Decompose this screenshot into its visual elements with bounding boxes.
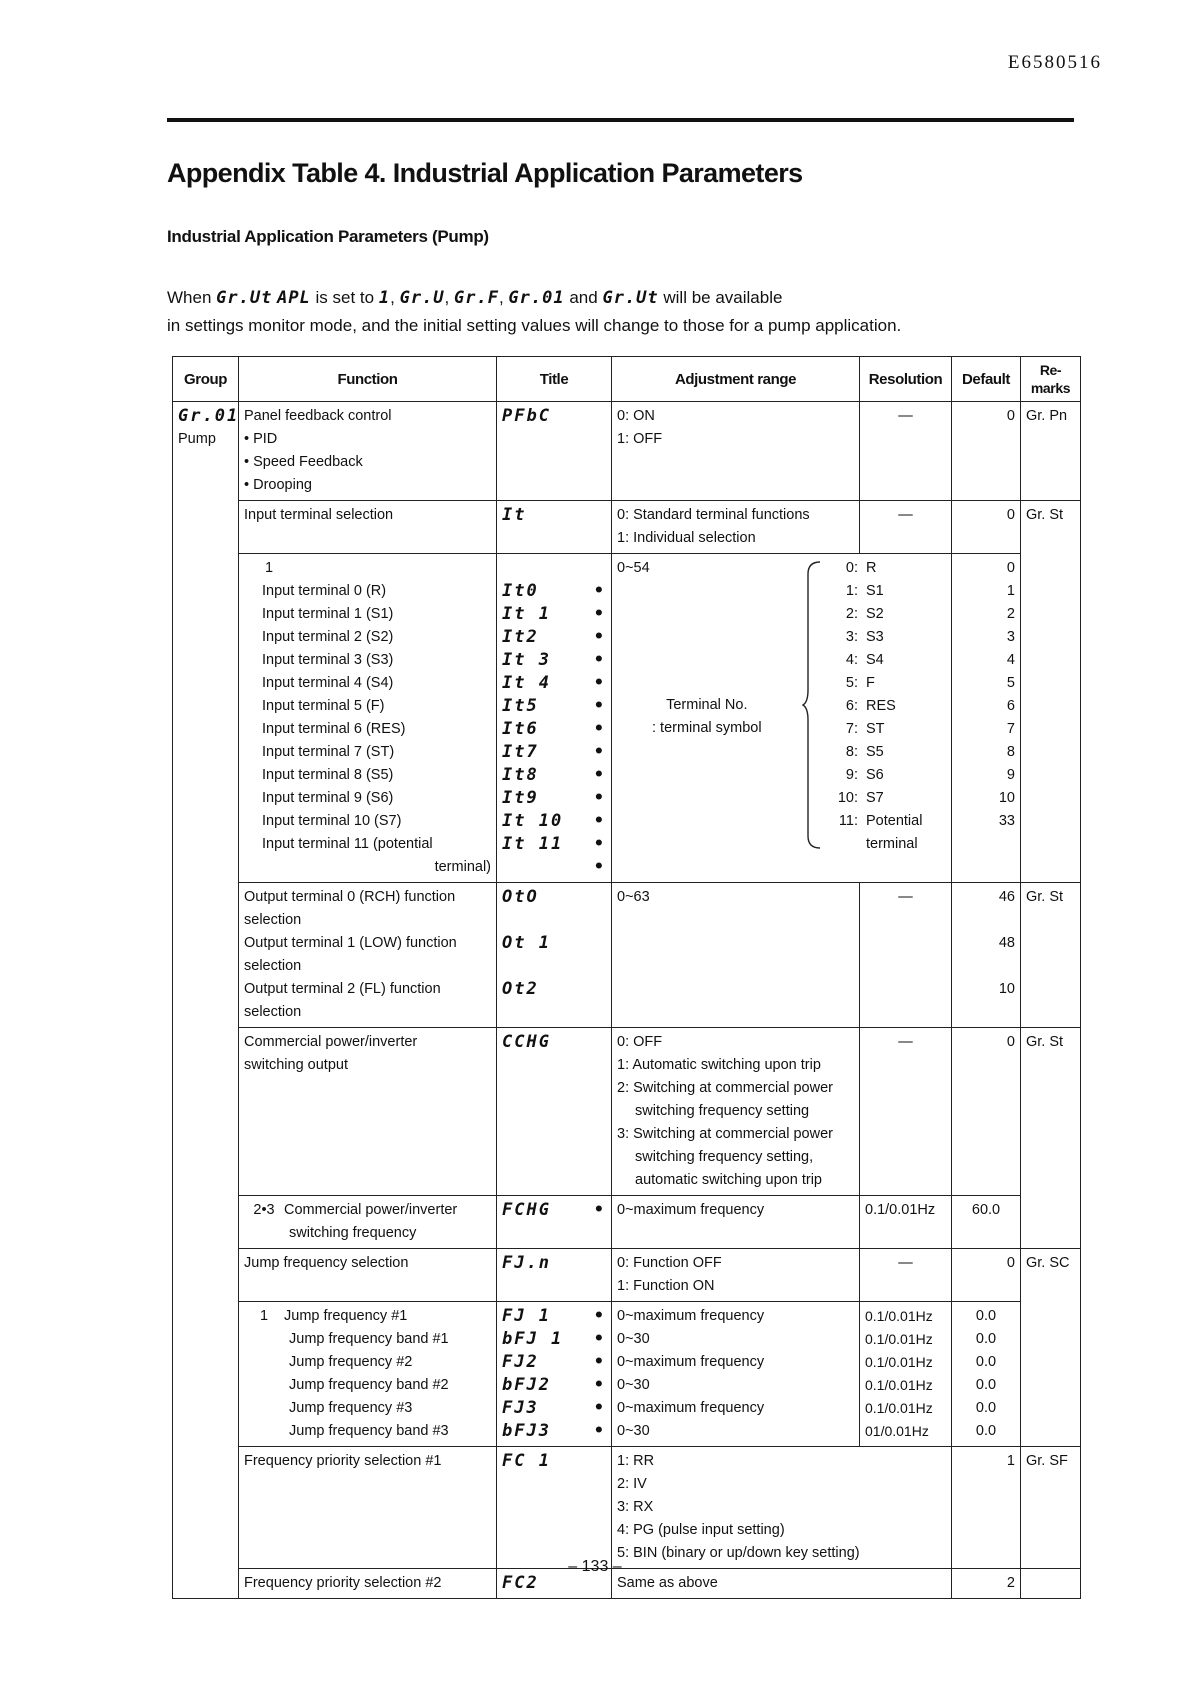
title-cell: FCHG •: [497, 1196, 612, 1249]
intro-text: in settings monitor mode, and the initial setting values will change to those for a pump application.: [167, 316, 902, 335]
table-row: [173, 1196, 1081, 1249]
param-code: Gr.F: [454, 288, 499, 308]
title-cell: FC2: [497, 1569, 612, 1599]
default-cell: 0: [952, 402, 1021, 501]
function-cell: Input terminal selection: [239, 501, 497, 554]
remarks-cell: Gr. SC: [1021, 1249, 1081, 1447]
range-cell: 0~maximum frequency 0~30 0~maximum frequency 0~30 0~maximum frequency 0~30: [612, 1302, 860, 1447]
range-cell: 0~54 Terminal No. : terminal symbol 0: R 1: S1 2: S2 3: S3 4: S4 5: F 6: RES 7: ST 8: S5 9: S6 10: S7 11: Potential terminal: [612, 554, 952, 883]
function-cell: Output terminal 0 (RCH) function selection Output terminal 1 (LOW) function selection Output terminal 2 (FL) function selection: [239, 883, 497, 1028]
param-code: Gr.01: [508, 288, 565, 308]
table-row: [173, 402, 1081, 501]
header-default: Default: [952, 357, 1021, 402]
brace-label: Terminal No. : terminal symbol: [652, 697, 762, 736]
function-cell: Jump frequency selection: [239, 1249, 497, 1302]
header-rule: [167, 118, 1074, 122]
function-cell: Commercial power/inverter switching output: [239, 1028, 497, 1196]
range-cell: 0~maximum frequency: [612, 1196, 860, 1249]
header-title: Title: [497, 357, 612, 402]
function-cell: 1 Jump frequency #1 Jump frequency band #1 Jump frequency #2 Jump frequency band #2 Jump frequency #3 Jump frequency band #3: [239, 1302, 497, 1447]
group-name: Pump: [178, 431, 216, 447]
resolution-cell: —: [860, 1249, 952, 1302]
table-row: [173, 1249, 1081, 1302]
header-resolution: Resolution: [860, 357, 952, 402]
parameter-table: [172, 356, 1081, 1599]
table-row: [173, 501, 1081, 554]
param-code: Gr.Ut: [602, 288, 659, 308]
default-cell: 46 48 10: [952, 883, 1021, 1028]
range-cell: 0: Function OFF 1: Function ON: [612, 1249, 860, 1302]
range-cell: 1: RR 2: IV 3: RX 4: PG (pulse input setting) 5: BIN (binary or up/down key setting): [612, 1447, 952, 1569]
default-cell: 0: [952, 1028, 1021, 1196]
range-cell: 0~63: [612, 883, 860, 1028]
remarks-cell: Gr. St: [1021, 883, 1081, 1028]
table-row: [173, 883, 1081, 1028]
page-title: Appendix Table 4. Industrial Application Parameters: [167, 158, 803, 188]
range-cell: 0: ON 1: OFF: [612, 402, 860, 501]
intro-text: and: [569, 288, 598, 307]
remarks-cell: Gr. SF: [1021, 1447, 1081, 1569]
range-cell: 0: OFF 1: Automatic switching upon trip 2: Switching at commercial power switching frequency setting 3: Switching at commercial power switching frequency setting, automatic switching upon trip: [612, 1028, 860, 1196]
group-cell: [173, 402, 239, 1599]
page-number: – 133 –: [568, 1558, 622, 1575]
section-subtitle: Industrial Application Parameters (Pump): [167, 227, 489, 246]
function-cell: 1 Input terminal 0 (R) Input terminal 1 (S1) Input terminal 2 (S2) Input terminal 3 (S3) Input terminal 4 (S4) Input terminal 5 (F) Input terminal 6 (RES) Input terminal 7 (ST) Input terminal 8 (S5) Input terminal 9 (S6) Input terminal 10 (S7) Input terminal 11 (potential terminal): [239, 554, 497, 883]
title-cell: FJ 1 • bFJ 1 • FJ2 • bFJ2 • FJ3 • bFJ3 •: [497, 1302, 612, 1447]
terminal-symbol-list: 0: R 1: S1 2: S2 3: S3 4: S4 5: F 6: RES 7: ST 8: S5 9: S6 10: S7 11: Potential terminal: [837, 560, 923, 852]
group-code: Gr.01: [178, 406, 240, 426]
table-header-row: [173, 357, 1081, 402]
default-cell: 0: [952, 501, 1021, 554]
document-id: E6580516: [1007, 52, 1102, 73]
resolution-cell: —: [860, 501, 952, 554]
intro-text: When: [167, 288, 212, 307]
intro-paragraph: When Gr.Ut APL is set to 1, Gr.U, Gr.F, Gr.01 and Gr.Ut will be available in settings monitor mode, and the initial setting values will change to those for a pump application.: [167, 288, 902, 335]
param-code: Gr.Ut: [216, 288, 273, 308]
title-cell: PFbC: [497, 402, 612, 501]
resolution-cell: 0.1/0.01Hz 0.1/0.01Hz 0.1/0.01Hz 0.1/0.01Hz 0.1/0.01Hz 01/0.01Hz: [860, 1302, 952, 1447]
header-function: Function: [239, 357, 497, 402]
default-cell: 0.0 0.0 0.0 0.0 0.0 0.0: [952, 1302, 1021, 1447]
param-code: Gr.U: [399, 288, 445, 308]
resolution-cell: —: [860, 883, 952, 1028]
default-cell: 1: [952, 1447, 1021, 1569]
remarks-cell: Gr. St: [1021, 501, 1081, 883]
default-cell: 0 1 2 3 4 5 6 7 8 9 10 33: [952, 554, 1021, 883]
intro-text: is set to: [315, 288, 375, 307]
param-code: APL: [277, 288, 311, 308]
intro-text: will be available: [663, 288, 783, 307]
resolution-cell: 0.1/0.01Hz: [860, 1196, 952, 1249]
function-cell: Panel feedback control • PID • Speed Feedback • Drooping: [239, 402, 497, 501]
function-cell: 2•3 Commercial power/inverter switching frequency: [239, 1196, 497, 1249]
table-row: [173, 1447, 1081, 1569]
resolution-cell: —: [860, 402, 952, 501]
remarks-cell: Gr. St: [1021, 1028, 1081, 1249]
title-cell: It: [497, 501, 612, 554]
function-cell: Frequency priority selection #2: [239, 1569, 497, 1599]
table-row: [173, 1028, 1081, 1196]
param-code: 1: [378, 288, 391, 308]
title-cell: It0 • It 1 • It2 • It 3 • It 4 • It5 • It6 • It7 • It8 • It9 • It 10 • It 11 • •: [497, 554, 612, 883]
title-cell: CCHG: [497, 1028, 612, 1196]
function-cell: Frequency priority selection #1: [239, 1447, 497, 1569]
remarks-cell: Gr. Pn: [1021, 402, 1081, 501]
title-cell: FJ.n: [497, 1249, 612, 1302]
range-cell: 0: Standard terminal functions 1: Individual selection: [612, 501, 860, 554]
default-cell: 60.0: [952, 1196, 1021, 1249]
header-remarks: Re-marks: [1021, 357, 1081, 402]
title-cell: OtO Ot 1 Ot2: [497, 883, 612, 1028]
resolution-cell: —: [860, 1028, 952, 1196]
table-row: [173, 554, 1081, 883]
header-group: Group: [173, 357, 239, 402]
default-cell: 0: [952, 1249, 1021, 1302]
header-range: Adjustment range: [612, 357, 860, 402]
default-cell: 2: [952, 1569, 1021, 1599]
title-cell: FC 1: [497, 1447, 612, 1569]
range-cell: Same as above: [612, 1569, 952, 1599]
table-row: [173, 1302, 1081, 1447]
